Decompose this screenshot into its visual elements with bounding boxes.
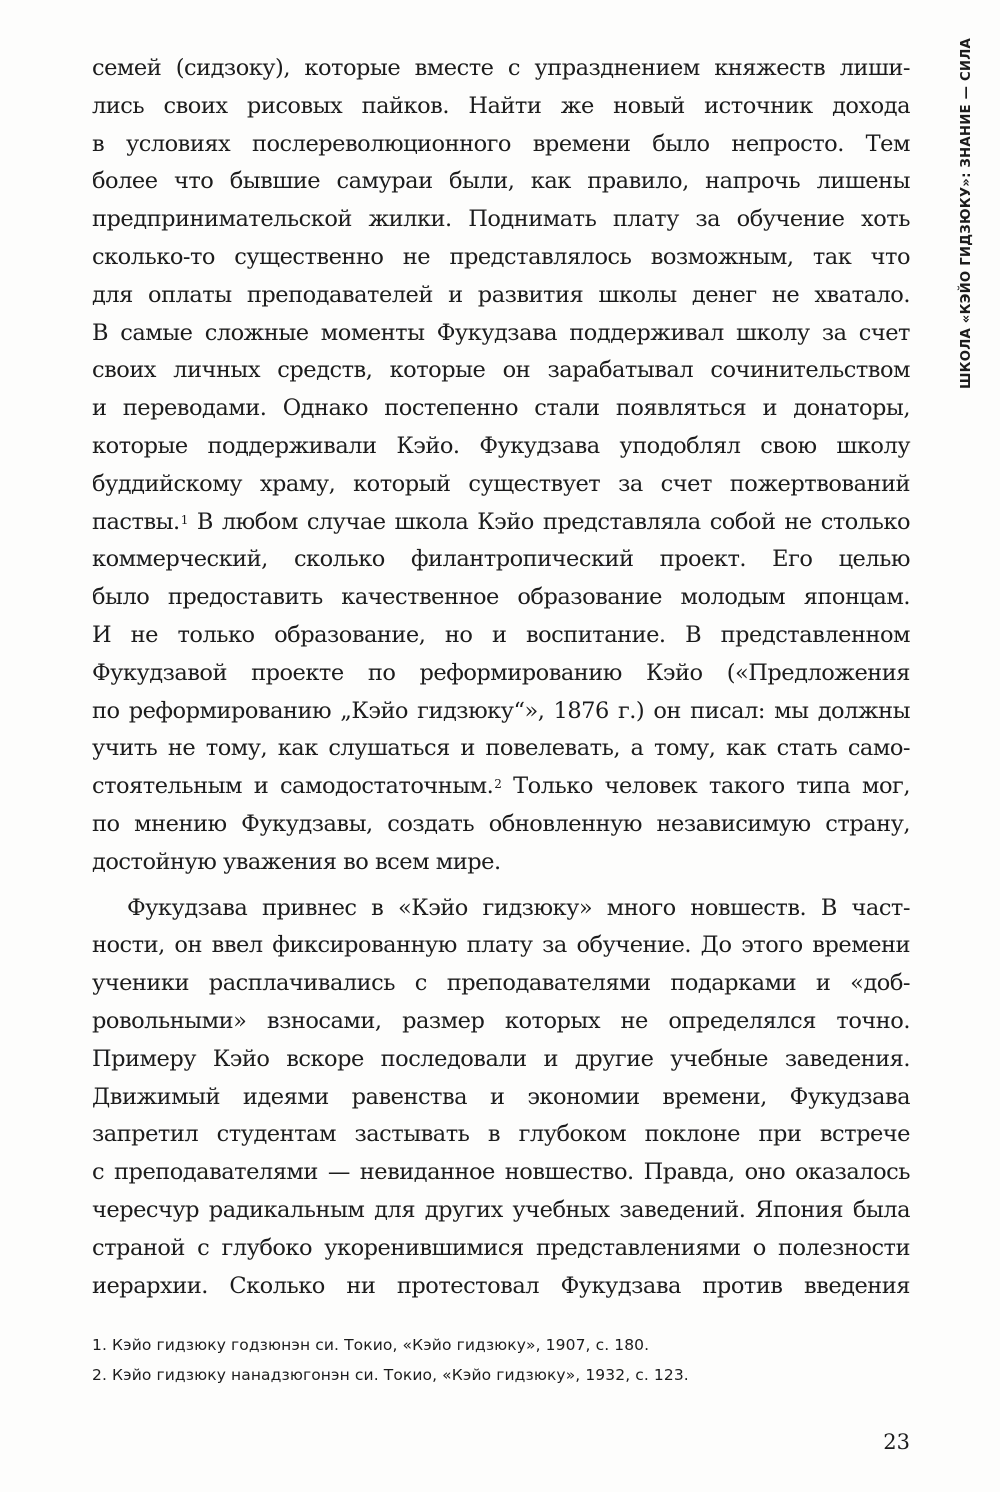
text-line: предпринимательской жилки. Поднимать плату за обучение хоть [92,206,910,233]
text-line: ности, он ввел фиксированную плату за обучение. До этого времени [92,932,910,959]
text-line: семей (сидзоку), которые вместе с упразднением княжеств лиши- [92,55,910,81]
text-line: запретил студентам застывать в глубоком поклоне при встрече [92,1121,910,1148]
text-line: В самые сложные моменты Фукудзава поддерживал школу за счет [92,319,910,346]
text-line: ученики расплачивались с преподавателями подарками и «доб- [92,970,910,997]
footnote-ref-1[interactable]: 1 [180,512,188,527]
paragraph-gap [92,882,910,890]
running-head [954,38,980,446]
text-line: своих личных средств, которые он зарабатывал сочинительством [92,357,910,384]
text-line: с преподавателями — невиданное новшество. Правда, оно оказалось [92,1159,910,1186]
text-line [92,768,910,806]
text-line: Фукудзавой проекте по реформированию Кэйо («Предложения [92,659,910,686]
body-text [92,50,910,1305]
footnote-ref-2[interactable]: 2 [494,777,502,792]
text-line: Фукудзава привнес в «Кэйо гидзюку» много новшеств. В част- [127,894,910,921]
text-line: для оплаты преподавателей и развития школы денег не хватало. [92,281,910,308]
text-line: коммерческий, сколько филантропический проект. Его целью [92,546,910,573]
footnotes [92,1330,910,1390]
text-line: Примеру Кэйо вскоре последовали и другие учебные заведения. [92,1045,910,1072]
text-line: страной с глубоко укоренившимися представлениями о полезности [92,1234,910,1261]
text-line: по реформированию „Кэйо гидзюку“», 1876 г.) он писал: мы должны [92,697,910,724]
text-line: учить не тому, как слушаться и повелевать, а тому, как стать само- [92,735,910,762]
text-line: чересчур радикальным для других учебных заведений. Япония была [92,1196,910,1223]
text-line: по мнению Фукудзавы, создать обновленную независимую страну, [92,810,910,837]
text-line: Движимый идеями равенства и экономии времени, Фукудзава [92,1083,910,1110]
paragraph-1 [92,50,910,882]
text-fragment: Только человек такого типа мог, [501,773,910,800]
footnote-2: 2. Кэйо гидзюку нанадзюгонэн си. Токио, «Кэйо гидзюку», 1932, с. 123. [92,1366,689,1384]
text-line: И не только образование, но и воспитание. В представленном [92,621,910,648]
text-line: ровольными» взносами, размер которых не определялся точно. [92,1007,910,1034]
footnote-1: 1. Кэйо гидзюку годзюнэн си. Токио, «Кэйо гидзюку», 1907, с. 180. [92,1336,650,1354]
text-line: которые поддерживали Кэйо. Фукудзава уподоблял свою школу [92,432,910,459]
text-line: достойную уважения во всем мире. [92,848,501,875]
page-number: 23 [883,1430,910,1454]
text-line: и переводами. Однако постепенно стали появляться и донаторы, [92,395,910,422]
text-line [92,504,910,542]
text-fragment: стоятельным и самодостаточным. [92,773,494,800]
text-line: более что бывшие самураи были, как правило, напрочь лишены [92,168,910,195]
text-line: иерархии. Сколько ни протестовал Фукудзава против введения [92,1272,910,1299]
text-line: было предоставить качественное образование молодым японцам. [92,584,910,611]
running-head-text: ШКОЛА «КЭЙО ГИДЗЮКУ»: ЗНАНИЕ — СИЛА [959,38,974,389]
text-fragment: В любом случае школа Кэйо представляла собой не столько [187,508,910,535]
text-line: лись своих рисовых пайков. Найти же новый источник дохода [92,92,910,119]
text-line: буддийскому храму, который существует за счет пожертвований [92,470,910,497]
text-line: в условиях послереволюционного времени было непросто. Тем [92,130,910,157]
text-line: сколько-то существенно не представлялось возможным, так что [92,243,910,270]
text-fragment: паствы. [92,508,180,535]
paragraph-2 [92,890,910,1306]
